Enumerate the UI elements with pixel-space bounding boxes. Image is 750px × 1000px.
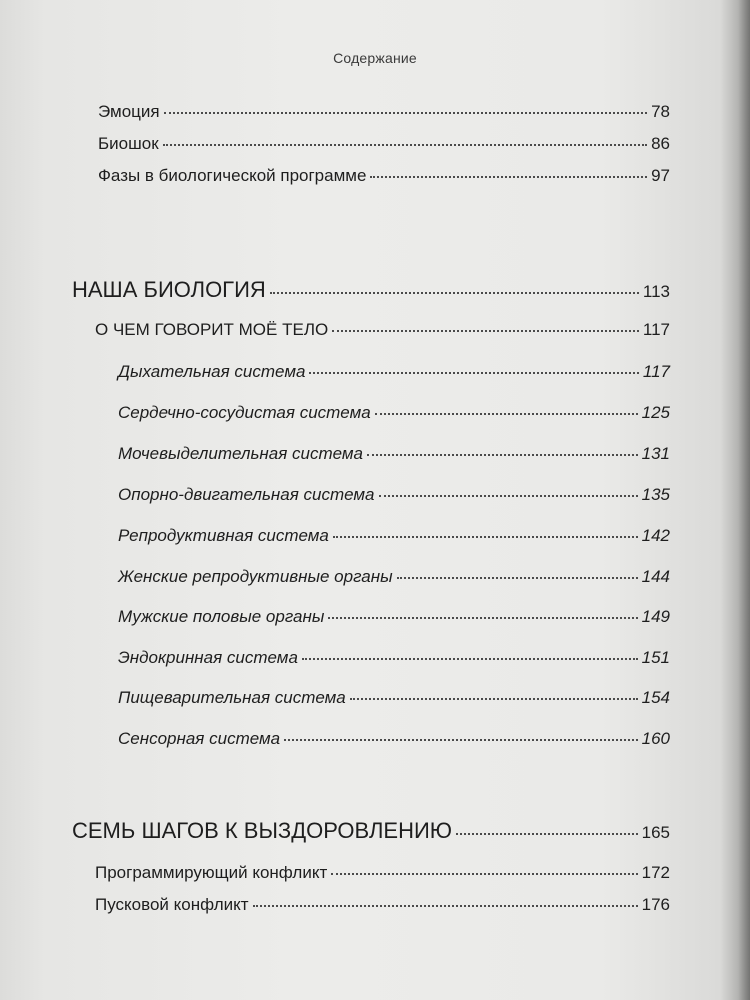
toc-section-entry[interactable]: [118, 362, 670, 382]
toc-section-entry[interactable]: [118, 648, 670, 668]
toc-section-title: Сенсорная система: [118, 729, 281, 748]
dot-leader: [375, 413, 638, 415]
dot-leader: [164, 112, 647, 114]
toc-entry-page: 172: [641, 863, 670, 882]
dot-leader: [284, 739, 638, 741]
toc-section-page: 117: [642, 362, 670, 381]
dot-leader: [367, 454, 638, 456]
toc-chapter-page: 117: [642, 320, 670, 339]
toc-section-title: Эндокринная система: [118, 648, 298, 667]
toc-section-entry[interactable]: [118, 729, 670, 749]
toc-section-entry[interactable]: [118, 567, 670, 587]
toc-section-page: 144: [641, 567, 670, 586]
toc-section-entry[interactable]: [118, 526, 670, 546]
dot-leader: [350, 698, 638, 700]
toc-section-title: Дыхательная система: [118, 362, 306, 381]
dot-leader: [379, 495, 638, 497]
toc-section-entry[interactable]: [118, 485, 670, 505]
dot-leader: [397, 577, 638, 579]
toc-section-entry[interactable]: [118, 444, 670, 464]
toc-entry[interactable]: [98, 166, 670, 186]
toc-part-page: 113: [642, 282, 670, 301]
dot-leader: [332, 330, 639, 332]
dot-leader: [370, 176, 647, 178]
toc-section-page: 151: [641, 648, 670, 667]
toc-section-page: 131: [641, 444, 670, 463]
toc-entry[interactable]: [98, 134, 670, 154]
toc-chapter-entry[interactable]: [95, 320, 670, 340]
toc-entry-title: Биошок: [98, 134, 159, 153]
toc-part-title: СЕМЬ ШАГОВ К ВЫЗДОРОВЛЕНИЮ: [72, 818, 452, 843]
toc-section-title: Мужские половые органы: [118, 607, 325, 626]
toc-section-page: 160: [641, 729, 670, 748]
toc-section-page: 125: [641, 403, 670, 422]
toc-part-entry[interactable]: [72, 277, 670, 303]
toc-section-title: Пищеварительная система: [118, 688, 346, 707]
toc-section-title: Женские репродуктивные органы: [118, 567, 393, 586]
toc-section-title: Сердечно-сосудистая система: [118, 403, 371, 422]
toc-entry-page: 86: [651, 134, 670, 153]
toc-chapter-title: О ЧЕМ ГОВОРИТ МОЁ ТЕЛО: [95, 320, 329, 339]
toc-section-page: 154: [641, 688, 670, 707]
dot-leader: [302, 658, 638, 660]
toc-entry-title: Программирующий конфликт: [95, 863, 328, 882]
toc-section-entry[interactable]: [118, 688, 670, 708]
toc-section-title: Репродуктивная система: [118, 526, 329, 545]
toc-entry[interactable]: [95, 863, 670, 883]
dot-leader: [270, 292, 639, 294]
toc-entry-page: 78: [651, 102, 670, 121]
toc-entry[interactable]: [95, 895, 670, 915]
toc-entry-title: Эмоция: [98, 102, 160, 121]
toc-entry-page: 97: [651, 166, 670, 185]
toc-section-page: 135: [641, 485, 670, 504]
toc-entry-title: Фазы в биологической программе: [98, 166, 367, 185]
dot-leader: [333, 536, 638, 538]
toc-part-entry[interactable]: [72, 818, 670, 844]
dot-leader: [456, 833, 638, 835]
toc-section-title: Опорно-двигательная система: [118, 485, 375, 504]
toc-entry[interactable]: [98, 102, 670, 122]
toc-section-page: 142: [641, 526, 670, 545]
toc-section-entry[interactable]: [118, 607, 670, 627]
toc-section-entry[interactable]: [118, 403, 670, 423]
toc-entry-page: 176: [641, 895, 670, 914]
toc-section-page: 149: [641, 607, 670, 626]
dot-leader: [309, 372, 638, 374]
toc-part-title: НАША БИОЛОГИЯ: [72, 277, 266, 302]
toc-section-title: Мочевыделительная система: [118, 444, 363, 463]
dot-leader: [163, 144, 647, 146]
dot-leader: [328, 617, 637, 619]
toc-part-page: 165: [641, 823, 670, 842]
page-edge-shadow: [738, 0, 750, 1000]
running-header: Содержание: [333, 50, 417, 66]
toc-entry-title: Пусковой конфликт: [95, 895, 249, 914]
dot-leader: [331, 873, 637, 875]
dot-leader: [253, 905, 638, 907]
